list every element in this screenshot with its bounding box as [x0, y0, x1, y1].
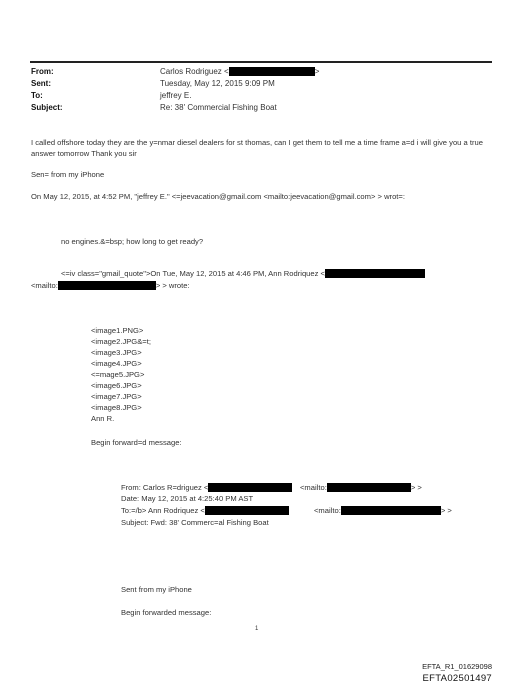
quoted-message: no engines.&=bsp; how long to get ready?: [61, 237, 204, 246]
fwd-from-text: From: Carlos R=driguez <: [121, 483, 209, 492]
fwd-to-tail: > >: [440, 506, 452, 515]
fwd-from-tail: > >: [410, 483, 422, 492]
fwd-subject: Subject: Fwd: 38' Commerc=al Fishing Boat: [121, 518, 269, 527]
begin-forwarded-1: Begin forward=d message:: [91, 438, 182, 447]
message-paragraph: I called offshore today they are the y=nmar diesel dealers for st thomas, can I get them to tell me a time frame a=d i will give you a true answer tomorrow Thank you sir: [31, 138, 483, 158]
sent-from-iphone-2: Sent from my iPhone: [121, 585, 192, 594]
from-name: Carlos Rodriguez <: [160, 67, 229, 76]
attachment-image2: <image2.JPG&=t;: [91, 337, 151, 346]
fwd-date: Date: May 12, 2015 at 4:25:40 PM AST: [121, 494, 254, 503]
mailto-text: <mailto:: [31, 281, 58, 290]
attachment-image5: <=mage5.JPG>: [91, 370, 145, 379]
bates-code-1: EFTA_R1_01629098: [422, 662, 492, 671]
redaction-block: [341, 506, 441, 515]
fwd-from-line: [121, 483, 292, 492]
begin-forwarded-2: Begin forwarded message:: [121, 608, 212, 617]
fwd-from-mailto: [300, 483, 422, 492]
fwd-mailto-text: <mailto:: [300, 483, 327, 492]
attachment-image3: <image3.JPG>: [91, 348, 142, 357]
attachment-image1: <image1.PNG>: [91, 326, 144, 335]
redaction-block: [325, 269, 425, 278]
attachment-image6: <image6.JPG>: [91, 381, 142, 390]
redaction-block: [327, 483, 411, 492]
gmail-quote-mailto: [31, 281, 190, 290]
fwd-to-mailto-text: <mailto:: [314, 506, 341, 515]
fwd-to-text: To:=/b> Ann Rodriquez <: [121, 506, 205, 515]
gmail-quote-line: [61, 269, 425, 278]
attachment-image4: <image4.JPG>: [91, 359, 142, 368]
sent-label: Sent:: [31, 79, 51, 88]
signoff: Ann R.: [91, 414, 115, 423]
redaction-block: [208, 483, 292, 492]
sent-from-iphone: Sen= from my iPhone: [31, 170, 105, 179]
wrote-text: > > wrote:: [155, 281, 190, 290]
redaction-block: [229, 67, 315, 76]
fwd-to-line: [121, 506, 289, 515]
bates-code-2: EFTA02501497: [422, 673, 492, 684]
attachment-image7: <image7.JPG>: [91, 392, 142, 401]
gmail-quote-text: <=iv class="gmail_quote">On Tue, May 12, 2015 at 4:46 PM, Ann Rodriquez <: [61, 269, 325, 278]
header-rule: [30, 61, 492, 63]
redaction-block: [205, 506, 289, 515]
from-label: From:: [31, 67, 54, 76]
quoted-attribution: On May 12, 2015, at 4:52 PM, "jeffrey E." <=jeevacation@gmail.com <mailto:jeevacation@gmail.com> > wrot=:: [31, 192, 405, 201]
attachment-image8: <image8.JPG>: [91, 403, 142, 412]
to-value: jeffrey E.: [160, 91, 192, 100]
fwd-to-mailto: [314, 506, 452, 515]
subject-value: Re: 38' Commercial Fishing Boat: [160, 103, 277, 112]
subject-label: Subject:: [31, 103, 63, 112]
to-label: To:: [31, 91, 43, 100]
page-number: 1: [255, 626, 259, 632]
from-value: [160, 67, 319, 76]
from-tail: >: [314, 67, 320, 76]
sent-value: Tuesday, May 12, 2015 9:09 PM: [160, 79, 275, 88]
redaction-block: [58, 281, 156, 290]
